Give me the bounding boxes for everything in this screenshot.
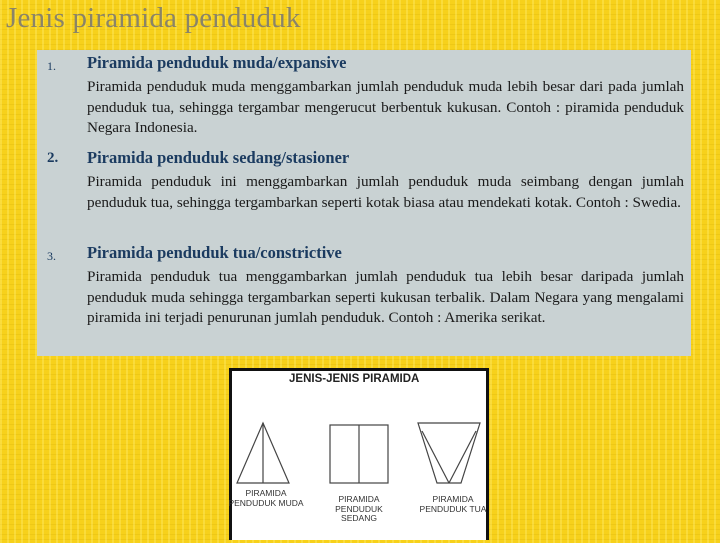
item-heading: Piramida penduduk sedang/stasioner [87,148,350,167]
item-description: Piramida penduduk muda menggambarkan jumlah penduduk muda lebih besar dari pada jumlah penduduk tua, sehingga tergambar mengerucut berbentuk kukusan. Contoh : piramida penduduk Negara Indonesia. [87,78,684,136]
slide-title: Jenis piramida penduduk [6,2,301,34]
item-heading: Piramida penduduk muda/expansive [87,53,347,72]
young-pyramid-label: PIRAMIDA PENDUDUK MUDA [228,488,304,508]
old-pyramid-label: PIRAMIDA PENDUDUK TUA [419,494,487,514]
old-pyramid-shape [418,423,480,483]
list-number: 3. [47,249,56,263]
item-description: Piramida penduduk tua menggambarkan jumlah penduduk tua lebih besar daripada jumlah penduduk muda sehingga tergambarkan seperti kukusan terbalik. Dalam Negara yang mengalami piramida ini terjadi penurunan jumlah penduduk. Contoh : Amerika serikat. [87,268,684,326]
figure-title: JENIS-JENIS PIRAMIDA [289,373,420,385]
pyramid-types-figure [229,368,489,540]
item-description: Piramida penduduk ini menggambarkan jumlah penduduk muda seimbang dengan jumlah penduduk tua, sehingga tergambarkan seperti kotak biasa atau mendekati kotak. Contoh : Swedia. [87,173,684,211]
item-heading: Piramida penduduk tua/constrictive [87,243,342,262]
stationary-pyramid-label: PIRAMIDA PENDUDUK SEDANG [335,494,383,523]
content-box [37,50,691,356]
young-pyramid-shape [237,423,289,483]
stationary-pyramid-shape [330,425,388,483]
list-number: 1. [47,59,56,73]
list-number: 2. [47,150,59,166]
